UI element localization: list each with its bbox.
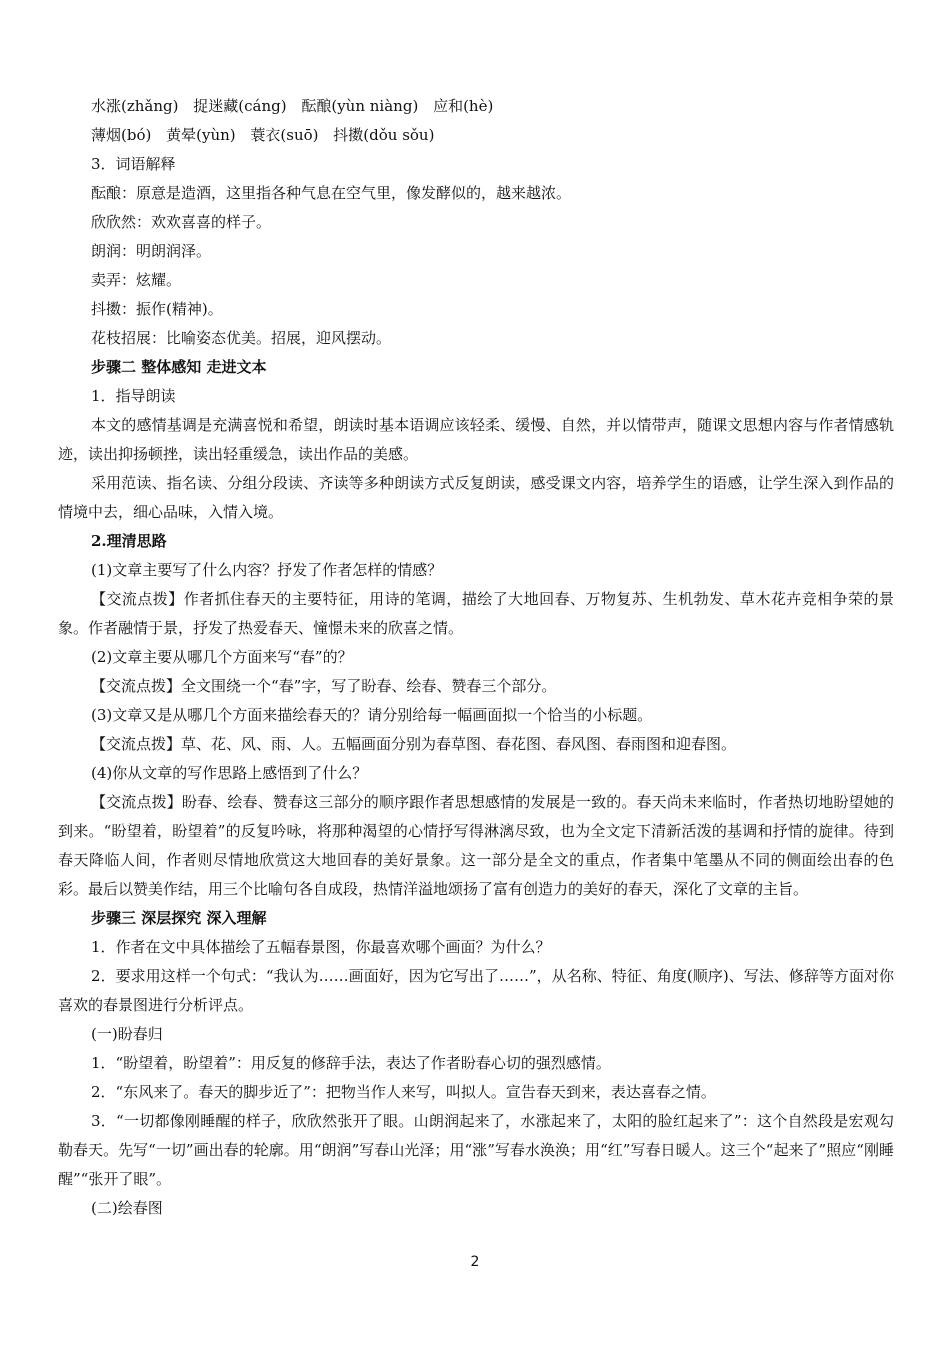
section-item: 3．“一切都像刚睡醒的样子，欣欣然张开了眼。山朗润起来了，水涨起来了，太阳的脸红起来了”：这个自然段是宏观勾勒春天。先写“一切”画出春的轮廓。用“朗润”写春山光泽；用“涨”写春水涣涣；用“红”写春日暖人。这三个“起来了”照应“刚睡醒”“张开了眼”。 [58, 1112, 894, 1188]
vocab-item: 欣欣然：欢欢喜喜的样子。 [91, 213, 272, 231]
section-item: 1．“盼望着，盼望着”：用反复的修辞手法，表达了作者盼春心切的强烈感情。 [91, 1054, 611, 1072]
section-title: (二)绘春图 [91, 1199, 163, 1217]
section-title: (一)盼春归 [91, 1025, 163, 1043]
pinyin-word: 薄烟(bó) [91, 126, 152, 144]
pinyin-word: 水涨(zhǎng) [91, 97, 179, 115]
vocab-item: 花枝招展：比喻姿态优美。招展，迎风摆动。 [91, 329, 392, 347]
clarify-heading: 2.理清思路 [91, 532, 167, 550]
document-page [58, 92, 894, 1223]
vocab-heading: 3．词语解释 [91, 155, 176, 173]
question: (2)文章主要从哪几个方面来写“春”的？ [91, 648, 353, 666]
pinyin-word: 蓑衣(suō) [250, 126, 319, 144]
pinyin-word: 酝酿(yùn niàng) [301, 97, 419, 115]
guide-paragraph: 本文的感情基调是充满喜悦和希望，朗读时基本语调应该轻柔、缓慢、自然，并以情带声，随课文思想内容与作者情感轨迹，读出抑扬顿挫，读出轻重缓急，读出作品的美感。 [58, 416, 894, 463]
pinyin-word: 捉迷藏(cáng) [193, 97, 287, 115]
step3-item: 1．作者在文中具体描绘了五幅春景图，你最喜欢哪个画面？为什么？ [91, 938, 551, 956]
pinyin-word: 抖擞(dǒu sǒu) [333, 126, 435, 144]
guide-heading: 1．指导朗读 [91, 387, 176, 405]
answer: 【交流点拨】作者抓住春天的主要特征，用诗的笔调，描绘了大地回春、万物复苏、生机勃发、草木花卉竞相争荣的景象。作者融情于景，抒发了热爱春天、憧憬未来的欣喜之情。 [58, 590, 894, 637]
vocab-item: 抖擞：振作(精神)。 [91, 300, 223, 318]
question: (3)文章又是从哪几个方面来描绘春天的？请分别给每一幅画面拟一个恰当的小标题。 [91, 706, 653, 724]
vocab-item: 朗润：明朗润泽。 [91, 242, 212, 260]
vocab-item: 卖弄：炫耀。 [91, 271, 182, 289]
pinyin-row-1 [58, 92, 894, 121]
vocab-item: 酝酿：原意是造酒，这里指各种气息在空气里，像发酵似的，越来越浓。 [91, 184, 572, 202]
step2-heading: 步骤二 整体感知 走进文本 [91, 358, 267, 376]
guide-paragraph: 采用范读、指名读、分组分段读、齐读等多种朗读方式反复朗读，感受课文内容，培养学生的语感，让学生深入到作品的情境中去，细心品味，入情入境。 [58, 474, 894, 521]
answer: 【交流点拨】全文围绕一个“春”字，写了盼春、绘春、赞春三个部分。 [91, 677, 557, 695]
step3-heading: 步骤三 深层探究 深入理解 [91, 909, 267, 927]
pinyin-word: 应和(hè) [433, 97, 494, 115]
section-item: 2．“东风来了。春天的脚步近了”：把物当作人来写，叫拟人。宣告春天到来，表达喜春之情。 [91, 1083, 716, 1101]
question: (1)文章主要写了什么内容？抒发了作者怎样的情感？ [91, 561, 443, 579]
answer: 【交流点拨】盼春、绘春、赞春这三部分的顺序跟作者思想感情的发展是一致的。春天尚未来临时，作者热切地盼望她的到来。“盼望着，盼望着”的反复吟咏，将那种渴望的心情抒写得淋漓尽致，也为全文定下清新活泼的基调和抒情的旋律。待到春天降临人间，作者则尽情地欣赏这大地回春的美好景象。这一部分是全文的重点，作者集中笔墨从不同的侧面绘出春的色彩。最后以赞美作结，用三个比喻句各自成段，热情洋溢地颂扬了富有创造力的美好的春天，深化了文章的主旨。 [58, 793, 894, 898]
page-number: 2 [470, 1254, 480, 1270]
question: (4)你从文章的写作思路上感悟到了什么？ [91, 764, 368, 782]
pinyin-row-2 [58, 121, 894, 150]
answer: 【交流点拨】草、花、风、雨、人。五幅画面分别为春草图、春花图、春风图、春雨图和迎春图。 [91, 735, 737, 753]
pinyin-word: 黄晕(yùn) [166, 126, 236, 144]
step3-item: 2．要求用这样一个句式：“我认为……画面好，因为它写出了……”，从名称、特征、角度(顺序)、写法、修辞等方面对你喜欢的春景图进行分析评点。 [58, 967, 894, 1014]
